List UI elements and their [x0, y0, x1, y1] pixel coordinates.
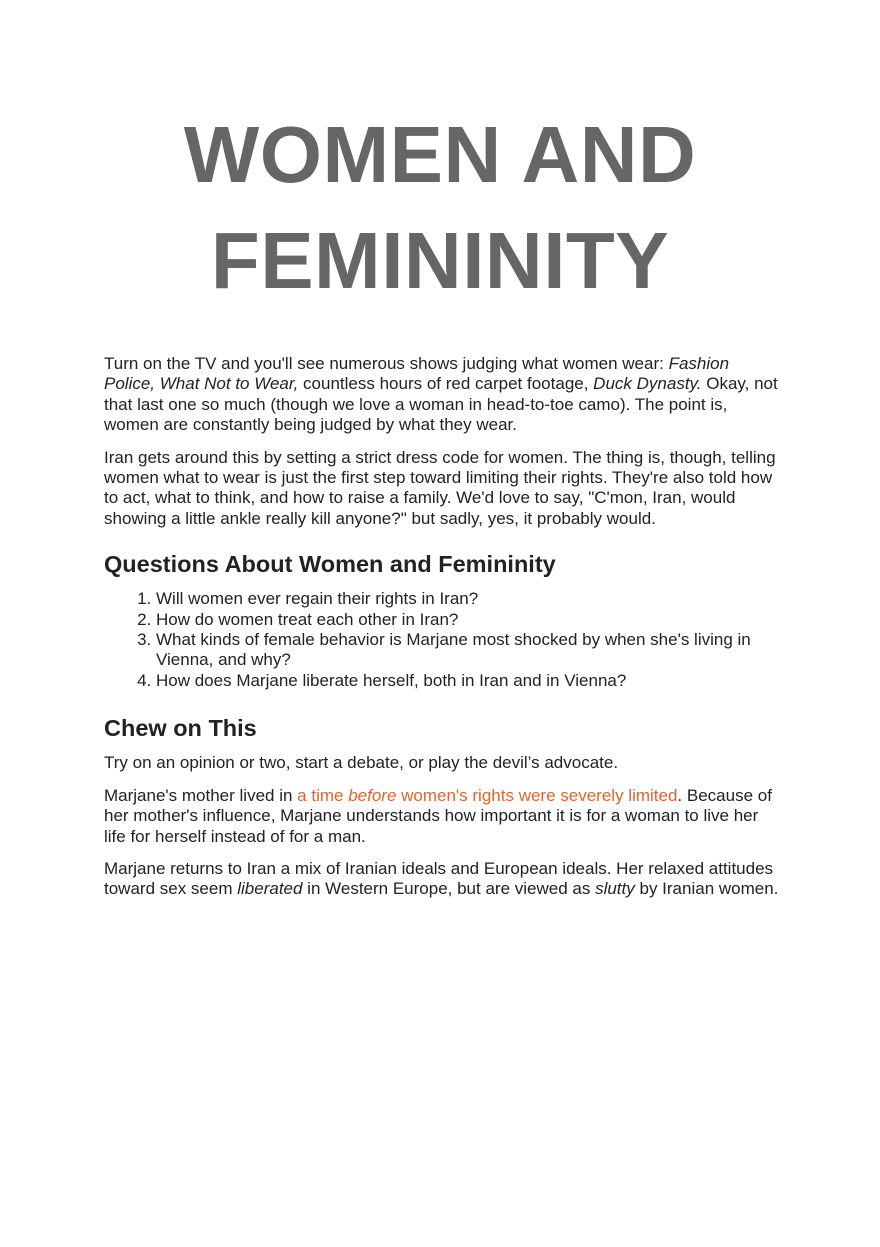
page-title-line-2: FEMININITY: [210, 216, 670, 305]
show-titles-emphasis: Fashion Police, What Not to Wear,: [104, 354, 730, 394]
text-run: in Western Europe, but are viewed as: [302, 879, 596, 899]
link-text[interactable]: women's rights were severely limited: [396, 785, 678, 805]
article-body: [104, 354, 779, 912]
questions-heading: Questions About Women and Femininity: [104, 551, 556, 578]
text-run: . Because of her mother's influence, Marjane understands how important it is for a woman to live her life for herself instead of for a man.: [104, 785, 772, 846]
liberated-emphasis: liberated: [237, 879, 303, 899]
chew-paragraph-1: [104, 786, 779, 847]
question-item: 1. Will women ever regain their rights in Iran?: [156, 589, 779, 609]
chew-intro: Try on an opinion or two, start a debate, or play the devil’s advocate.: [104, 753, 619, 773]
text-run: countless hours of red carpet footage,: [298, 374, 594, 394]
page-title: [0, 102, 880, 314]
question-item: 2. How do women treat each other in Iran?: [156, 610, 779, 630]
intro-paragraph-2: Iran gets around this by setting a strict dress code for women. The thing is, though, telling women what to wear is just the first step toward limiting their rights. They're also told how to act, what to think, and how to raise a family. We'd love to say, "C'mon, Iran, would showing a little ankle really kill anyone?" but sadly, yes, it probably would.: [104, 447, 776, 528]
women-rights-link[interactable]: [297, 786, 677, 805]
text-run: Turn on the TV and you'll see numerous shows judging what women wear:: [104, 354, 669, 373]
question-item: 4. How does Marjane liberate herself, both in Iran and in Vienna?: [156, 671, 779, 691]
show-title-emphasis: Duck Dynasty.: [593, 374, 702, 394]
chew-paragraph-2: [104, 859, 779, 900]
text-run: by Iranian women.: [634, 879, 779, 899]
text-run: Marjane returns to Iran a mix of Iranian ideals and European ideals. Her relaxed attitudes toward sex seem: [104, 858, 774, 899]
question-item: 3. What kinds of female behavior is Marjane most shocked by when she's living in Vienna, and why?: [156, 630, 779, 671]
page-title-line-1: WOMEN AND: [183, 110, 697, 199]
text-run: Okay, not that last one so much (though we love a woman in head-to-toe camo). The point is, women are constantly being judged by what they wear.: [104, 374, 778, 435]
chew-on-this-heading: Chew on This: [104, 715, 257, 742]
slutty-emphasis: slutty: [595, 879, 635, 899]
link-emphasis[interactable]: before: [348, 785, 397, 805]
questions-list: [104, 589, 779, 691]
text-run: Marjane's mother lived in: [104, 785, 298, 805]
intro-paragraph-1: [104, 354, 779, 436]
link-text[interactable]: a time: [297, 785, 349, 805]
